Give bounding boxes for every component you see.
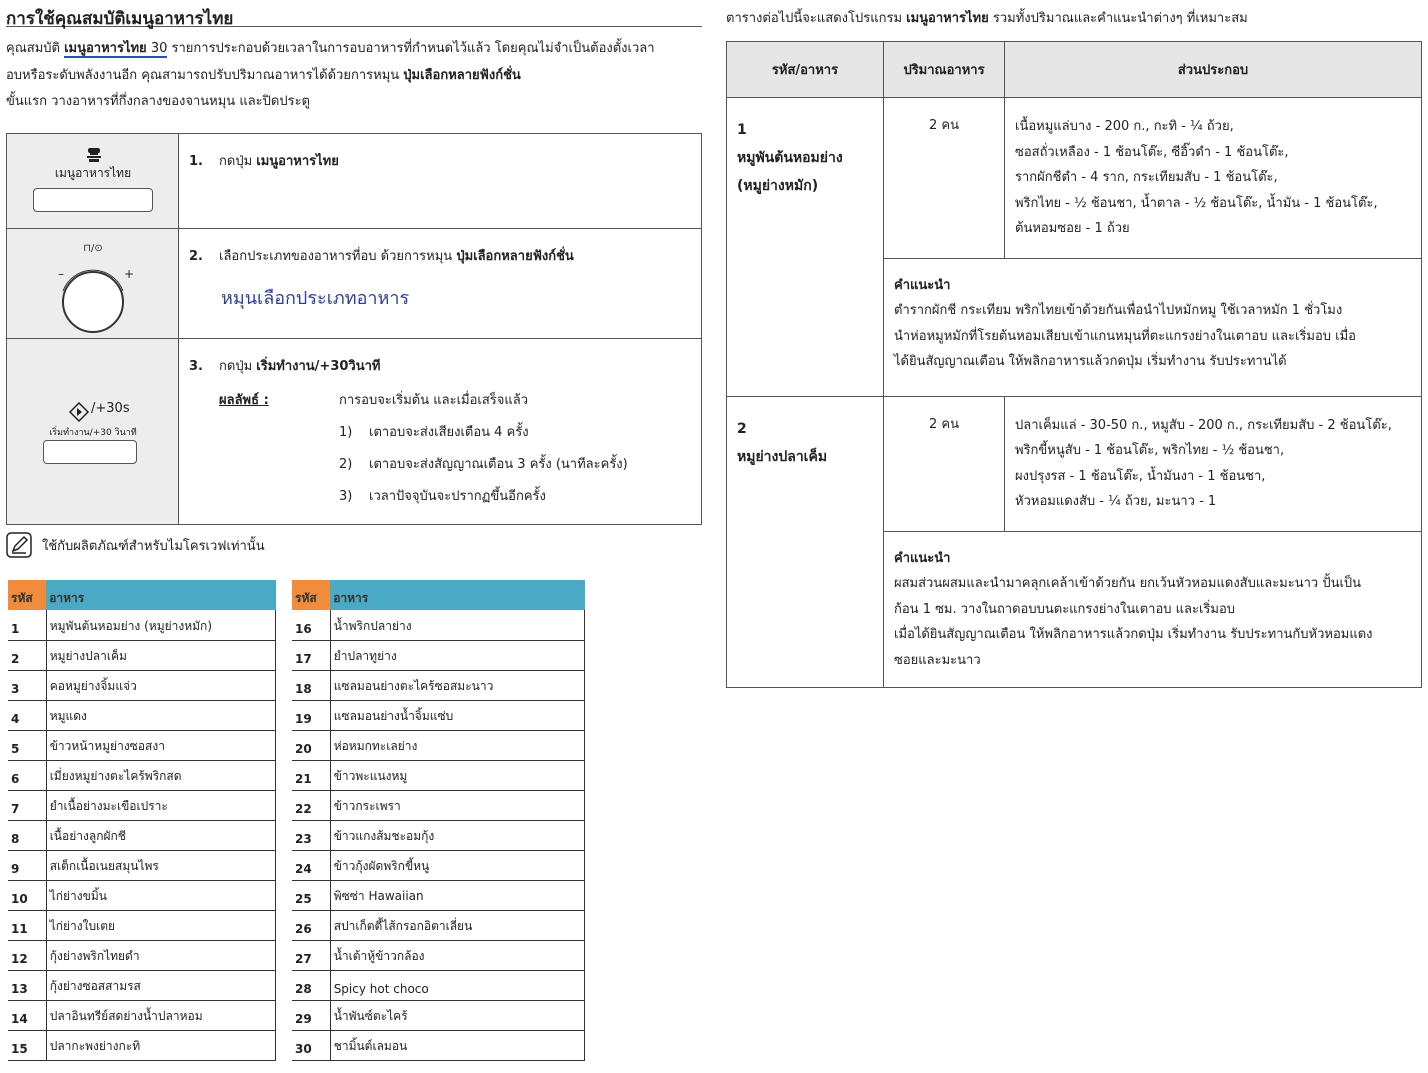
recipe-name: หมูพันต้นหอมย่าง (737, 150, 843, 166)
table-row (8, 730, 276, 760)
menu-food: หมูย่างปลาเค็ม (46, 640, 275, 670)
right-column (726, 0, 1422, 668)
table-row (8, 820, 276, 850)
menu-code: 25 (292, 880, 330, 910)
right-intro: ตารางต่อไปนี้จะแสดงโปรแกรม เมนูอาหารไทย รวมทั้งปริมาณและคำแนะนำต่างๆ ที่เหมาะสม (726, 11, 1248, 26)
table-row (8, 640, 276, 670)
advice-title: คำแนะนำ (894, 277, 951, 293)
menu-table-right (292, 580, 585, 1061)
menu-code: 20 (292, 730, 330, 760)
menu-food: ข้าวกระเพรา (330, 790, 584, 820)
step-2-text: 2. เลือกประเภทของอาหารที่อบ ด้วยการหมุน ปุ่มเลือกหลายฟังก์ชั่น หมุนเลือกประเภทอาหาร (179, 229, 701, 338)
steps-table (6, 133, 702, 525)
menu-code: 12 (8, 940, 46, 970)
menu-code: 29 (292, 1000, 330, 1030)
table-row (292, 640, 585, 670)
menu-code: 18 (292, 670, 330, 700)
menu-food: ชามิ้นต์เลมอน (330, 1030, 584, 1060)
table-row (292, 730, 585, 760)
step-1 (7, 134, 701, 228)
menu-food: หมูพันต้นหอมย่าง (หมูย่างหมัก) (46, 610, 275, 640)
menu-food: ห่อหมกทะเลย่าง (330, 730, 584, 760)
ingredient-line: พริกขี้หนูสับ - 1 ช้อนโต๊ะ, พริกไทย - ½ ช้อนชา, (1015, 443, 1285, 458)
menu-code: 4 (8, 700, 46, 730)
left-column (6, 0, 702, 113)
intro-feature-name: เมนูอาหารไทย 30 (64, 41, 168, 56)
table-row (292, 790, 585, 820)
menu-code: 11 (8, 910, 46, 940)
result-list (339, 423, 691, 507)
recipe-quantity: 2 คน (884, 396, 1005, 531)
intro-paragraph: คุณสมบัติ เมนูอาหารไทย 30 รายการประกอบด้วยเวลาในการอบอาหารที่กำหนดไว้แล้ว โดยคุณไม่จำเป็นต้องตั้งเวลา อบหรือระดับพลังงานอีก คุณสามารถปรับปริมาณอาหารได้ด้วยการหมุน ปุ่มเลือกหลายฟังก์ชั่น (6, 41, 655, 83)
chef-icon (85, 147, 103, 163)
step-1-illustration (7, 134, 179, 228)
menu-code: 22 (292, 790, 330, 820)
table-row (8, 910, 276, 940)
list-item: 2) เตาอบจะส่งสัญญาณเตือน 3 ครั้ง (นาทีละครั้ง) (339, 457, 628, 472)
menu-food: ปลากะพงย่างกะทิ (46, 1030, 275, 1060)
table-row (8, 610, 276, 640)
menu-code: 10 (8, 880, 46, 910)
menu-food: คอหมูย่างจิ้มแจ่ว (46, 670, 275, 700)
dial-hint: หมุนเลือกประเภทอาหาร (221, 288, 410, 309)
ingredient-line: พริกไทย - ½ ช้อนชา, น้ำตาล - ½ ช้อนโต๊ะ, น้ำมัน - 1 ช้อนโต๊ะ, (1015, 195, 1378, 211)
menu-food: หมูแดง (46, 700, 275, 730)
menu-food: น้ำเต้าหู้ข้าวกล้อง (330, 940, 584, 970)
list-item: 1) เตาอบจะส่งเสียงเตือน 4 ครั้ง (339, 425, 529, 440)
thai-menu-button[interactable] (33, 188, 153, 212)
step-3-illustration (7, 339, 179, 524)
table-row (292, 610, 585, 640)
step-1-text: 1. กดปุ่ม เมนูอาหารไทย (189, 154, 339, 169)
multi-function-dial[interactable] (62, 271, 124, 333)
step-3 (7, 338, 701, 524)
table-row (8, 670, 276, 700)
menu-code: 5 (8, 730, 46, 760)
recipe-code-name (727, 98, 884, 397)
menu-food: แซลมอนย่างตะไคร้ซอสมะนาว (330, 670, 584, 700)
recipe-advice (884, 531, 1422, 687)
list-item: 3) เวลาปัจจุบันจะปรากฏขึ้นอีกครั้ง (339, 489, 546, 504)
start-button[interactable] (43, 440, 137, 464)
ingredient-line: ซอสถั่วเหลือง - 1 ช้อนโต๊ะ, ซีอิ๊วดำ - 1 ช้อนโต๊ะ, (1015, 144, 1289, 160)
advice-line: ก้อน 1 ซม. วางในถาดอบบนตะแกรงย่างในเตาอบ และเริ่มอบ (894, 601, 1236, 617)
menu-code: 2 (8, 640, 46, 670)
table-row (292, 670, 585, 700)
table-row (292, 880, 585, 910)
menu-food: แซลมอนย่างน้ำจิ้มแซ่บ (330, 700, 584, 730)
grill-timer-icon: ⊓/⊙ (83, 243, 103, 254)
recipe-name: (หมูย่างหมัก) (737, 178, 819, 194)
table-row (292, 700, 585, 730)
menu-food: น้ำพันซ์ตะไคร้ (330, 1000, 584, 1030)
menu-code: 30 (292, 1030, 330, 1060)
thai-menu-button-label: เมนูอาหารไทย (54, 166, 132, 180)
menu-food: สเต็กเนื้อเนยสมุนไพร (46, 850, 275, 880)
header-code-food: รหัส/อาหาร (727, 42, 884, 98)
menu-food: ข้าวแกงส้มชะอมกุ้ง (330, 820, 584, 850)
menu-code: 1 (8, 610, 46, 640)
header-code: รหัส (8, 580, 46, 610)
ingredient-line: ผงปรุงรส - 1 ช้อนโต๊ะ, น้ำมันงา - 1 ช้อนชา, (1015, 468, 1266, 484)
menu-food: ปลาอินทรีย์สดย่างน้ำปลาหอม (46, 1000, 275, 1030)
step-3-text: 3. กดปุ่ม เริ่มทำงาน/+30วินาที ผลลัพธ์ : การอบจะเริ่มต้น และเมื่อเสร็จแล้ว 1) เตาอบจะส่งเสียงเตือน 4 ครั้ง 2) เตาอบจะส่งสัญญาณเตือน 3 ครั้ง (นาทีละครั้ง) 3) เวลาปัจจุบันจะปรากฏขึ้นอีกครั้ง (179, 339, 701, 524)
ingredient-line: รากผักชีตำ - 4 ราก, กระเทียมสับ - 1 ช้อนโต๊ะ, (1015, 170, 1278, 185)
menu-food: สปาเก็ตตี้ไส้กรอกอิตาเลี่ยน (330, 910, 584, 940)
menu-code: 14 (8, 1000, 46, 1030)
menu-food: กุ้งย่างพริกไทยดำ (46, 940, 275, 970)
ingredient-line: เนื้อหมูแล่บาง - 200 ก., กะทิ - ¼ ถ้วย, (1015, 119, 1234, 134)
menu-code: 23 (292, 820, 330, 850)
menu-food: ยำปลาทูย่าง (330, 640, 584, 670)
table-row (292, 850, 585, 880)
menu-code: 13 (8, 970, 46, 1000)
result-row: ผลลัพธ์ : การอบจะเริ่มต้น และเมื่อเสร็จแล้ว (219, 393, 529, 408)
first-step-text: ขั้นแรก วางอาหารที่กึ่งกลางของจานหมุน และปิดประตู (6, 94, 311, 109)
page-title: การใช้คุณสมบัติเมนูอาหารไทย (6, 0, 702, 27)
menu-code: 21 (292, 760, 330, 790)
menu-food: ไก่ย่างขมิ้น (46, 880, 275, 910)
advice-line: ผสมส่วนผสมและนำมาคลุกเคล้าเข้าด้วยกัน ยกเว้นหัวหอมแดงสับและมะนาว ปั้นเป็น (894, 576, 1362, 591)
table-row (292, 940, 585, 970)
menu-food: ข้าวกุ้งผัดพริกขี้หนู (330, 850, 584, 880)
table-row (8, 880, 276, 910)
menu-code: 8 (8, 820, 46, 850)
recipe-code-name (727, 396, 884, 687)
menu-code: 16 (292, 610, 330, 640)
table-row (292, 820, 585, 850)
table-row (292, 760, 585, 790)
start-icon (67, 400, 91, 424)
note-pencil-icon (6, 532, 32, 558)
start-button-text: /+30s (91, 401, 130, 416)
header-food: อาหาร (46, 580, 275, 610)
menu-code: 28 (292, 970, 330, 1000)
recipe-row (727, 98, 1422, 259)
recipe-ingredients (1005, 98, 1422, 259)
table-row (8, 970, 276, 1000)
menu-table-left (8, 580, 276, 1061)
advice-line: ซอยและมะนาว (894, 652, 981, 668)
recipe-name: หมูย่างปลาเค็ม (737, 448, 828, 465)
ingredient-line: ปลาเค็มแล่ - 30-50 ก., หมูสับ - 200 ก., กระเทียมสับ - 2 ช้อนโต๊ะ, (1015, 417, 1392, 433)
recipe-code: 2 (737, 420, 747, 437)
recipe-quantity: 2 คน (884, 98, 1005, 259)
recipe-code: 1 (737, 122, 747, 138)
recipe-ingredients (1005, 396, 1422, 531)
start-button-label: เริ่มทำงาน/+30 วินาที (49, 428, 137, 438)
menu-code: 7 (8, 790, 46, 820)
table-row (292, 1000, 585, 1030)
ingredient-line: ต้นหอมซอย - 1 ถ้วย (1015, 221, 1130, 236)
menu-code: 24 (292, 850, 330, 880)
recipe-table (726, 41, 1422, 688)
advice-line: นำห่อหมูหมักที่โรยต้นหอมเสียบเข้าแกนหมุนที่ตะแกรงย่างในเตาอบ และเริ่มอบ เมื่อ (894, 328, 1356, 344)
header-food: อาหาร (330, 580, 584, 610)
menu-code: 19 (292, 700, 330, 730)
recipe-row (727, 396, 1422, 531)
advice-line: ได้ยินสัญญาณเตือน ให้พลิกอาหารแล้วกดปุ่ม เริ่มทำงาน รับประทานได้ (894, 354, 1287, 369)
table-row (8, 760, 276, 790)
minus-icon: – (58, 267, 64, 281)
menu-food: น้ำพริกปลาย่าง (330, 610, 584, 640)
menu-food: กุ้งย่างซอสสามรส (46, 970, 275, 1000)
advice-line: ตำรากผักชี กระเทียม พริกไทยเข้าด้วยกันเพื่อนำไปหมักหมู ใช้เวลาหมัก 1 ชั่วโมง (894, 303, 1343, 318)
table-row (292, 910, 585, 940)
menu-code: 6 (8, 760, 46, 790)
table-row (8, 790, 276, 820)
table-row (292, 970, 585, 1000)
menu-food: เนื้อย่างลูกผักชี (46, 820, 275, 850)
table-row (8, 940, 276, 970)
table-row (8, 700, 276, 730)
step-2 (7, 228, 701, 338)
menu-food: พิซซ่า Hawaiian (330, 880, 584, 910)
recipe-advice (884, 258, 1422, 396)
advice-title: คำแนะนำ (894, 550, 951, 566)
table-row (8, 850, 276, 880)
menu-food: ไก่ย่างใบเตย (46, 910, 275, 940)
menu-food: ยำเนื้อย่างมะเขือเปราะ (46, 790, 275, 820)
menu-code: 17 (292, 640, 330, 670)
note (6, 532, 265, 558)
header-quantity: ปริมาณอาหาร (884, 42, 1005, 98)
advice-line: เมื่อได้ยินสัญญาณเตือน ให้พลิกอาหารแล้วกดปุ่ม เริ่มทำงาน รับประทานกับหัวหอมแดง (894, 627, 1373, 642)
table-row (8, 1000, 276, 1030)
menu-code: 3 (8, 670, 46, 700)
menu-code: 26 (292, 910, 330, 940)
table-row (8, 1030, 276, 1060)
plus-icon: + (124, 267, 135, 281)
step-2-illustration (7, 229, 179, 338)
menu-code: 15 (8, 1030, 46, 1060)
header-ingredients: ส่วนประกอบ (1005, 42, 1422, 98)
table-row (292, 1030, 585, 1060)
note-text: ใช้กับผลิตภัณฑ์สำหรับไมโครเวฟเท่านั้น (42, 538, 265, 554)
menu-code: 9 (8, 850, 46, 880)
menu-food: Spicy hot choco (330, 970, 584, 1000)
menu-food: เมี่ยงหมูย่างตะไคร้พริกสด (46, 760, 275, 790)
ingredient-line: หัวหอมแดงสับ - ¼ ถ้วย, มะนาว - 1 (1015, 494, 1217, 509)
header-code: รหัส (292, 580, 330, 610)
menu-food: ข้าวหน้าหมูย่างซอสงา (46, 730, 275, 760)
menu-code: 27 (292, 940, 330, 970)
menu-food: ข้าวพะแนงหมู (330, 760, 584, 790)
